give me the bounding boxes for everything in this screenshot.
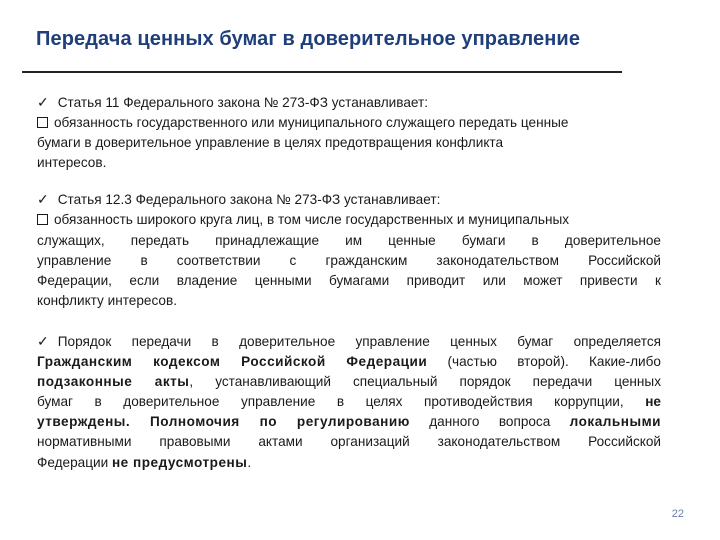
article-11-block xyxy=(37,92,661,173)
article-12-3-item-text-5: конфликту интересов. xyxy=(37,292,177,308)
article-11-heading: Статья 11 Федерального закона № 273-ФЗ устанавливает: xyxy=(57,95,429,110)
procedure-line-1 xyxy=(37,331,661,352)
check-mark-icon: ✓ xyxy=(37,94,49,110)
procedure-line-3 xyxy=(37,372,661,392)
article-12-3-item-text-2: служащих, передать принадлежащие им ценные бумаги в доверительное xyxy=(37,232,661,248)
procedure-text-1: Порядок передачи в доверительное управление ценных бумаг определяется xyxy=(57,333,661,349)
page-number: 22 xyxy=(671,508,684,520)
article-11-item-text-2: бумаги в доверительное управление в целях предотвращения конфликта xyxy=(37,135,504,151)
square-bullet-icon xyxy=(37,214,48,225)
procedure-line-4 xyxy=(37,392,661,412)
procedure-block xyxy=(37,331,661,473)
slide-title: Передача ценных бумаг в доверительное управление xyxy=(36,28,581,50)
slide-body xyxy=(37,92,661,473)
article-12-3-item-line xyxy=(37,210,661,230)
local-term: локальными xyxy=(569,414,661,430)
article-12-3-item-text-1: обязанность широкого круга лиц, в том числе государственных и муниципальных xyxy=(54,212,570,228)
article-11-item-text-3: интересов. xyxy=(37,155,107,171)
article-12-3-block xyxy=(37,189,661,311)
procedure-text-4: бумаг в доверительное управление в целях противодействия коррупции, xyxy=(37,394,646,410)
check-mark-icon: ✓ xyxy=(37,191,49,208)
procedure-line-5 xyxy=(37,412,661,432)
procedure-text-7-end: . xyxy=(247,454,252,470)
procedure-line-6: нормативными правовыми актами организаций законодательством Российской xyxy=(37,434,661,450)
procedure-text-5: данного вопроса xyxy=(409,414,570,430)
bylaws-term: подзаконные акты xyxy=(37,374,190,390)
check-mark-icon: ✓ xyxy=(37,332,49,349)
procedure-text-2: (частью второй). Какие-либо xyxy=(427,354,661,370)
square-bullet-icon xyxy=(37,117,48,128)
approval-statement: утверждены. Полномочия по регулированию xyxy=(37,414,410,430)
article-11-item-line xyxy=(37,113,661,133)
not-provided-term: не предусмотрены xyxy=(111,454,248,470)
article-12-3-item-text-3: управление в соответствии с гражданским законодательством Российской xyxy=(37,252,661,268)
article-12-3-heading: Статья 12.3 Федерального закона № 273-ФЗ устанавливает: xyxy=(57,192,441,208)
procedure-text-3: , устанавливающий специальный порядок передачи ценных xyxy=(189,374,661,390)
not-term: не xyxy=(645,394,661,410)
procedure-text-7: Федерации xyxy=(37,454,112,470)
civil-code-reference: Гражданским кодексом Российской Федерации xyxy=(37,354,428,370)
article-11-item-text-1: обязанность государственного или муниципального служащего передать ценные xyxy=(54,115,569,131)
article-12-3-item-text-4: Федерации, если владение ценными бумагами приводит или может привести к xyxy=(37,272,661,288)
procedure-line-2 xyxy=(37,352,661,372)
article-12-3-heading-line xyxy=(37,189,661,210)
procedure-line-7 xyxy=(37,453,661,473)
article-11-heading-line xyxy=(37,92,661,113)
title-divider xyxy=(22,71,622,73)
